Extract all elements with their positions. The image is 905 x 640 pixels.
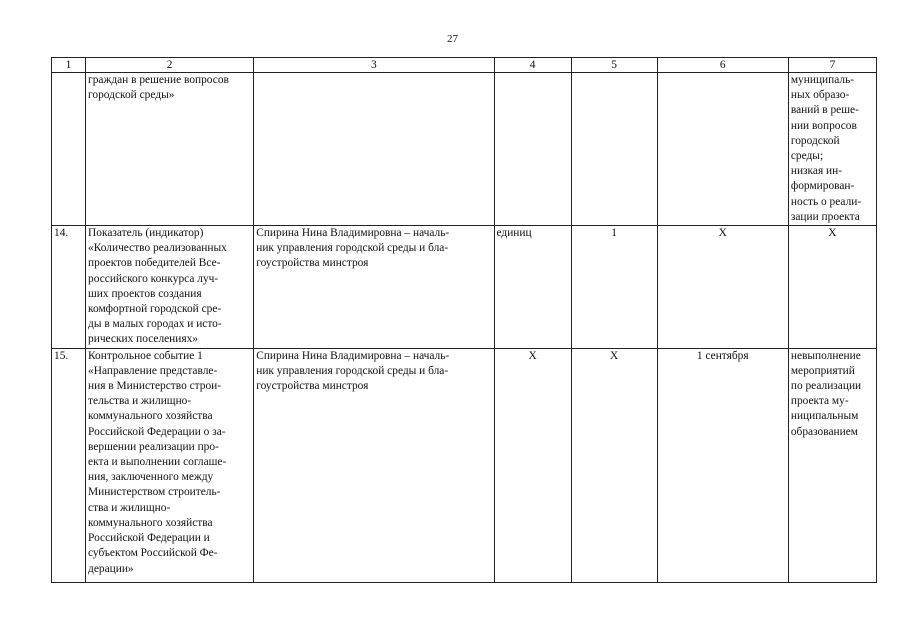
cell-text-line: среды; — [790, 150, 824, 163]
table-cell — [788, 73, 876, 226]
column-header: 2 — [86, 58, 254, 73]
cell-text-line: ших проектов создания — [88, 287, 202, 300]
cell-text-line: коммунального хозяйства — [88, 410, 213, 423]
cell-text-line: рических поселениях» — [88, 333, 199, 346]
table-cell: Х — [494, 348, 571, 582]
column-header: 5 — [571, 58, 657, 73]
table-cell — [494, 73, 571, 226]
table-cell — [52, 73, 86, 226]
cell-text-line: проектов победителей Все- — [88, 257, 221, 270]
cell-text-line: образованием — [790, 425, 858, 438]
table-cell: Х — [571, 348, 657, 582]
cell-text-line: «Количество реализованных — [88, 242, 227, 255]
cell-text-line: зации проекта — [790, 210, 860, 223]
cell-text-line: комфортной городской сре- — [88, 303, 222, 316]
table-cell — [788, 348, 876, 582]
table-cell — [86, 348, 254, 582]
column-header: 4 — [494, 58, 571, 73]
cell-text-line: ваний в реше- — [790, 104, 859, 117]
table-header-row — [52, 58, 877, 73]
cell-text-line: по реализации — [790, 380, 862, 393]
cell-text-line: муниципаль- — [790, 74, 855, 86]
table-cell: 1 — [571, 226, 657, 349]
cell-text-line: мероприятий — [790, 364, 855, 377]
table-cell — [254, 226, 494, 349]
cell-text-line: Спирина Нина Владимировна – началь- — [256, 227, 450, 240]
cell-text-line: Контрольное событие 1 — [88, 349, 203, 362]
table-cell — [86, 226, 254, 349]
cell-text-line: городской — [790, 134, 840, 147]
cell-text-line: невыполнение — [790, 349, 861, 362]
cell-text-line: ник управления городской среды и бла- — [256, 364, 449, 377]
cell-text-line: Показатель (индикатор) — [88, 227, 204, 240]
cell-text-line: екта и выполнении соглаше- — [88, 456, 227, 469]
table-row-14 — [52, 226, 877, 349]
table-cell: Х — [657, 226, 788, 349]
cell-text-line: тельства и жилищно- — [88, 395, 192, 408]
cell-text-line: дерации» — [88, 562, 134, 575]
cell-text-line: городской среды» — [88, 89, 175, 102]
table-cell — [571, 73, 657, 226]
table-row-continued — [52, 73, 877, 226]
cell-text-line: российского конкурса луч- — [88, 272, 219, 285]
document-table — [51, 57, 877, 583]
cell-text-line: ниципальным — [790, 410, 859, 423]
cell-text-line: проекта му- — [790, 395, 849, 408]
cell-text-line: Российской Федерации и — [88, 532, 210, 545]
cell-text-line: ния, заключенного между — [88, 471, 214, 484]
cell-text-line: граждан в решение вопросов — [88, 74, 229, 86]
cell-text-line: ник управления городской среды и бла- — [256, 242, 449, 255]
column-header: 6 — [657, 58, 788, 73]
column-header: 3 — [254, 58, 494, 73]
table-row-15 — [52, 348, 877, 582]
cell-text-line: ность о реали- — [790, 195, 862, 208]
cell-text-line: ства и жилищно- — [88, 501, 171, 514]
table-cell — [657, 73, 788, 226]
cell-text-line: ды в малых городах и исто- — [88, 318, 222, 331]
cell-text-line: Министерством строитель- — [88, 486, 221, 499]
table-cell: Х — [788, 226, 876, 349]
cell-text-line: нии вопросов — [790, 119, 857, 132]
table-cell — [254, 73, 494, 226]
cell-text-line: низкая ин- — [790, 165, 843, 178]
page-number: 27 — [447, 33, 458, 45]
cell-text-line: Спирина Нина Владимировна – началь- — [256, 349, 450, 362]
cell-text-line: ных образо- — [790, 89, 850, 102]
cell-text-line: ния в Министерство строи- — [88, 380, 222, 393]
cell-text-line: гоустройства минстроя — [256, 380, 369, 393]
cell-text-line: Российской Федерации о за- — [88, 425, 226, 438]
table-cell: 1 сентября — [657, 348, 788, 582]
table-cell — [254, 348, 494, 582]
cell-text-line: коммунального хозяйства — [88, 516, 213, 529]
table-cell: единиц — [494, 226, 571, 349]
cell-text-line: формирован- — [790, 180, 855, 193]
cell-text-line: «Направление представле- — [88, 364, 218, 377]
cell-text-line: вершении реализации про- — [88, 440, 219, 453]
table-cell — [86, 73, 254, 226]
row-number: 15. — [52, 348, 86, 582]
cell-text-line: субъектом Российской Фе- — [88, 547, 218, 560]
row-number: 14. — [52, 226, 86, 349]
cell-text-line: гоустройства минстроя — [256, 257, 369, 270]
column-header: 1 — [52, 58, 86, 73]
column-header: 7 — [788, 58, 876, 73]
